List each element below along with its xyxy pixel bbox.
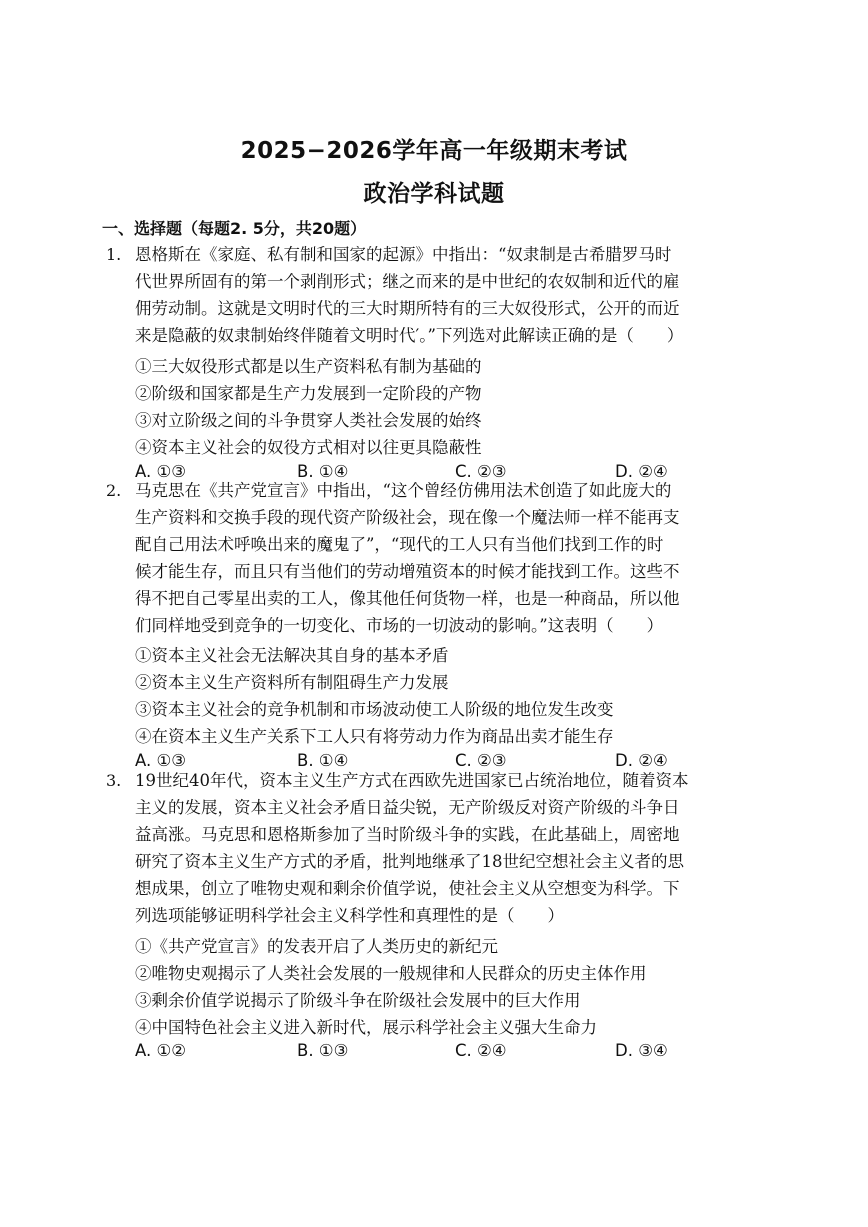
statement-option: ④资本主义社会的奴役方式相对以往更具隐蔽性 — [135, 438, 482, 457]
statement-option: ②唯物史观揭示了人类社会发展的一般规律和人民群众的历史主体作用 — [135, 964, 647, 983]
answer-choice-d: D. ②④ — [615, 751, 668, 770]
answer-choice-d: D. ③④ — [615, 1041, 668, 1060]
exam-title: 2025−2026学年高一年级期末考试 — [240, 138, 628, 164]
question-stem-line: 主义的发展，资本主义社会矛盾日益尖锐，无产阶级反对资产阶级的斗争日 — [135, 798, 680, 817]
statement-option: ①资本主义社会无法解决其自身的基本矛盾 — [135, 646, 449, 665]
question-stem-line: 益高涨。马克思和恩格斯参加了当时阶级斗争的实践，在此基础上，周密地 — [135, 825, 680, 844]
answer-choice-a: A. ①③ — [135, 462, 187, 481]
question-number: 2. — [106, 481, 122, 500]
question-stem-line: 恩格斯在《家庭、私有制和国家的起源》中指出：“奴隶制是古希腊罗马时 — [135, 245, 672, 264]
statement-option: ③对立阶级之间的斗争贯穿人类社会发展的始终 — [135, 411, 482, 430]
question-stem-line: 想成果，创立了唯物史观和剩余价值学说，使社会主义从空想变为科学。下 — [135, 879, 680, 898]
answer-choice-a: A. ①② — [135, 1041, 187, 1060]
question-number: 3. — [106, 771, 122, 790]
question-stem-line: 佣劳动制。这就是文明时代的三大时期所特有的三大奴役形式，公开的而近 — [135, 299, 680, 318]
answer-choice-c: C. ②③ — [455, 751, 507, 770]
statement-option: ②资本主义生产资料所有制阻碍生产力发展 — [135, 673, 449, 692]
statement-option: ④在资本主义生产关系下工人只有将劳动力作为商品出卖才能生存 — [135, 727, 614, 746]
statement-option: ③剩余价值学说揭示了阶级斗争在阶级社会发展中的巨大作用 — [135, 991, 581, 1010]
question-stem-line: 来是隐蔽的奴隶制始终伴随着文明时代′。”下列选对此解读正确的是（ ） — [135, 326, 684, 345]
question-stem-line: 19世纪40年代，资本主义生产方式在西欧先进国家已占统治地位，随着资本 — [135, 771, 689, 790]
question-stem-line: 代世界所固有的第一个剥削形式；继之而来的是中世纪的农奴制和近代的雇 — [135, 272, 680, 291]
section-heading: 一、选择题（每题2. 5分，共20题） — [102, 219, 367, 238]
answer-choice-b: B. ①④ — [297, 462, 349, 481]
answer-choice-b: B. ①③ — [297, 1041, 349, 1060]
question-stem-line: 配自己用法术呼唤出来的魔鬼了”，“现代的工人只有当他们找到工作的时 — [135, 535, 664, 554]
question-stem-line: 列选项能够证明科学社会主义科学性和真理性的是（ ） — [135, 906, 564, 925]
answer-choice-c: C. ②③ — [455, 462, 507, 481]
answer-choice-a: A. ①③ — [135, 751, 187, 770]
statement-option: ②阶级和国家都是生产力发展到一定阶段的产物 — [135, 384, 482, 403]
question-stem-line: 得不把自己零星出卖的工人，像其他任何货物一样，也是一种商品，所以他 — [135, 589, 680, 608]
question-number: 1. — [106, 245, 122, 264]
statement-option: ①《共产党宣言》的发表开启了人类历史的新纪元 — [135, 937, 498, 956]
question-stem-line: 马克思在《共产党宣言》中指出，“这个曾经仿佛用法术创造了如此庞大的 — [135, 481, 672, 500]
answer-choice-c: C. ②④ — [455, 1041, 507, 1060]
question-stem-line: 候才能生存，而且只有当他们的劳动增殖资本的时候才能找到工作。这些不 — [135, 562, 680, 581]
question-stem-line: 研究了资本主义生产方式的矛盾，批判地继承了18世纪空想社会主义者的思 — [135, 852, 684, 871]
exam-subtitle: 政治学科试题 — [363, 181, 505, 207]
answer-choice-b: B. ①④ — [297, 751, 349, 770]
answer-choice-d: D. ②④ — [615, 462, 668, 481]
statement-option: ①三大奴役形式都是以生产资料私有制为基础的 — [135, 357, 482, 376]
statement-option: ④中国特色社会主义进入新时代，展示科学社会主义强大生命力 — [135, 1018, 597, 1037]
question-stem-line: 们同样地受到竞争的一切变化、市场的一切波动的影响。”这表明（ ） — [135, 616, 664, 635]
statement-option: ③资本主义社会的竞争机制和市场波动使工人阶级的地位发生改变 — [135, 700, 614, 719]
question-stem-line: 生产资料和交换手段的现代资产阶级社会，现在像一个魔法师一样不能再支 — [135, 508, 680, 527]
